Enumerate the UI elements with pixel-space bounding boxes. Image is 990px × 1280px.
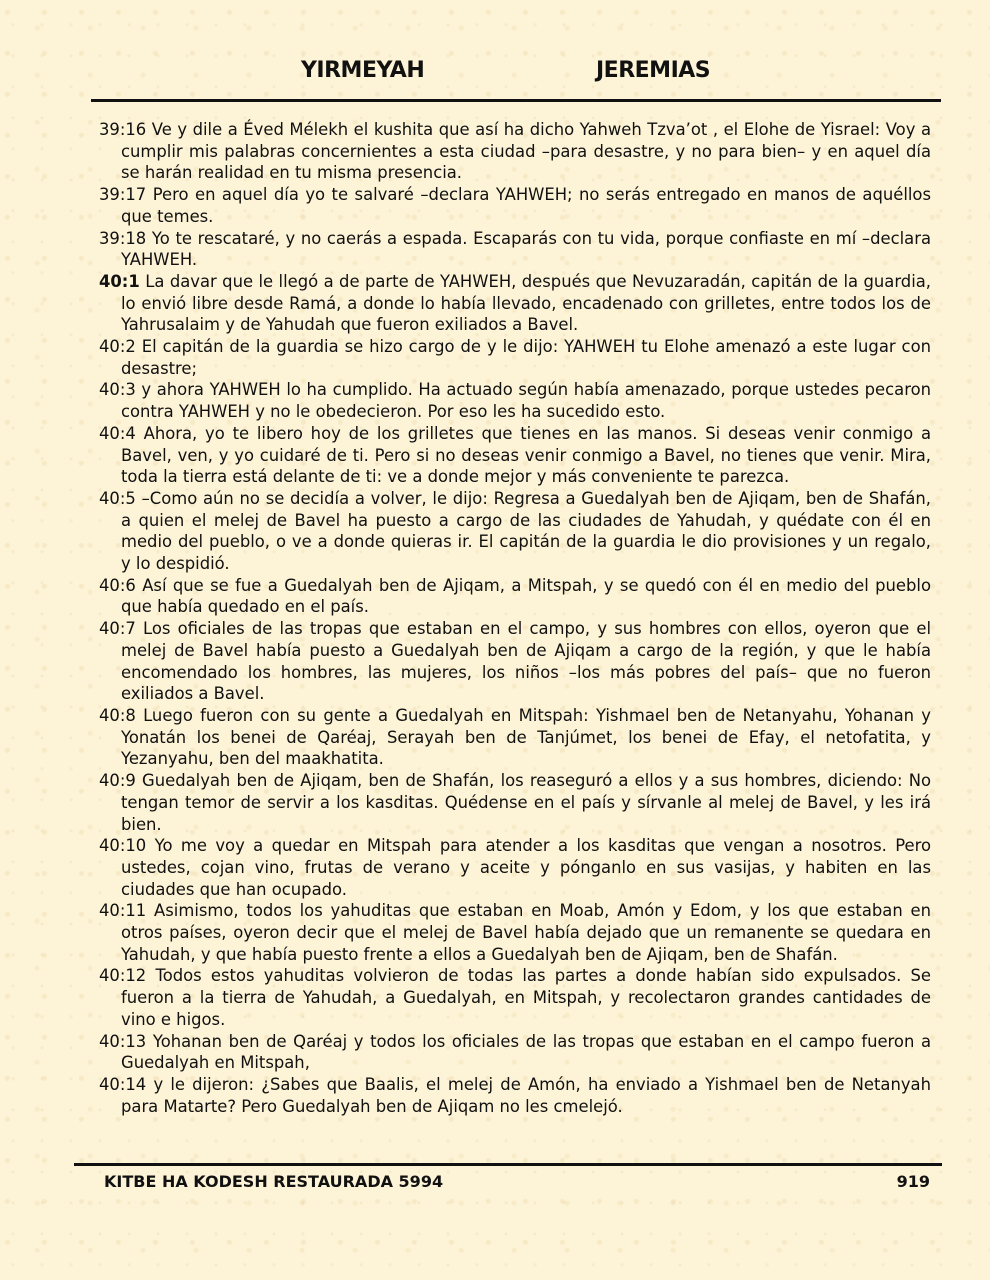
verse-number: 40:4 xyxy=(99,423,136,443)
verse-number: 40:2 xyxy=(99,337,136,357)
verse-text: Pero en aquel día yo te salvaré –declara YAHWEH; no serás entregado en manos de aquéllos que temes. xyxy=(121,185,931,226)
header-book-title-spanish: JEREMIAS xyxy=(596,58,711,83)
verse-text: Yohanan ben de Qaréaj y todos los oficiales de las tropas que estaban en el campo fueron a Guedalyah en Mitspah, xyxy=(121,1031,932,1073)
verse-number: 40:9 xyxy=(99,771,136,791)
verse-text: y ahora YAHWEH lo ha cumplido. Ha actuado según había amenazado, porque ustedes pecaron contra YAHWEH y no le obedecieron. Por eso les ha sucedido esto. xyxy=(121,380,931,422)
verse xyxy=(99,271,931,336)
verse xyxy=(99,618,931,705)
verse xyxy=(99,336,931,379)
footer-rule xyxy=(74,1163,942,1166)
verse xyxy=(99,770,931,835)
verse-number: 40:8 xyxy=(99,705,136,725)
verse xyxy=(99,184,931,227)
running-header xyxy=(0,58,990,92)
header-rule xyxy=(91,99,941,102)
verse-text: El capitán de la guardia se hizo cargo de y le dijo: YAHWEH tu Elohe amenazó a este lugar con desastre; xyxy=(121,337,931,378)
verse-number: 39:16 xyxy=(99,120,147,139)
verse xyxy=(99,965,931,1030)
verse-number: 39:17 xyxy=(99,185,147,205)
verse xyxy=(99,705,931,770)
verse xyxy=(99,1074,931,1117)
verse-text: Los oficiales de las tropas que estaban en el campo, y sus hombres con ellos, oyeron que el melej de Bavel había puesto a Guedalyah ben de Ajiqam a cargo de la región, y que le había encomendado los hombres, las mujeres, los niños –los más pobres del país– que no fueron exiliados a Bavel. xyxy=(121,619,932,704)
verse-text: Yo me voy a quedar en Mitspah para atender a los kasditas que vengan a nosotros. Pero ustedes, cojan vino, frutas de verano y aceite y pónganlo en sus vasijas, y habiten en las ciudades que han ocupado. xyxy=(121,836,931,899)
verse xyxy=(99,228,931,271)
verse-number: 40:14 xyxy=(99,1074,147,1094)
header-book-title-hebrew: YIRMEYAH xyxy=(301,58,425,83)
verse-text: Ahora, yo te libero hoy de los grilletes que tienes en las manos. Si deseas venir conmigo a Bavel, ven, y yo cuidaré de ti. Pero si no deseas venir conmigo a Bavel, no tienes que venir. Mira, toda la tierra está delante de ti: ve a donde mejor y más conveniente te parezca. xyxy=(121,423,931,487)
verse-text: Ve y dile a Éved Mélekh el kushita que así ha dicho Yahweh Tzva’ot , el Elohe de Yisrael: Voy a cumplir mis palabras concernientes a esta ciudad –para desastre, y no para bien– y en aquel día se harán realidad en tu misma presencia. xyxy=(121,120,931,183)
verse-number: 40:6 xyxy=(99,575,136,595)
verse-text: Yo te rescataré, y no caerás a espada. Escaparás con tu vida, porque confiaste en mí –declara YAHWEH. xyxy=(121,228,931,270)
verse xyxy=(99,379,931,422)
verse xyxy=(99,423,931,488)
verse xyxy=(99,835,931,900)
scripture-text xyxy=(99,119,931,1117)
verse-text: Luego fueron con su gente a Guedalyah en Mitspah: Yishmael ben de Netanyahu, Yohanan y Yonatán los benei de Qaréaj, Serayah ben de Tanjúmet, los benei de Efay, el netofatita, y Yezanyahu, ben del maakhatita. xyxy=(121,705,931,769)
verse-text: –Como aún no se decidía a volver, le dijo: Regresa a Guedalyah ben de Ajiqam, ben de Shafán, a quien el melej de Bavel ha puesto a cargo de las ciudades de Yahudah, y quédate con él en medio del pueblo, o ve a donde quieras ir. El capitán de la guardia le dio provisiones y un regalo, y lo despidió. xyxy=(121,488,931,574)
verse xyxy=(99,488,931,575)
verse-number: 40:13 xyxy=(99,1031,147,1051)
page-number: 919 xyxy=(896,1172,930,1191)
verse-text: Todos estos yahuditas volvieron de todas las partes a donde habían sido expulsados. Se fueron a la tierra de Yahudah, a Guedalyah, en Mitspah, y recolectaron grandes cantidades de vino e higos. xyxy=(121,966,931,1029)
verse-text: La davar que le llegó a de parte de YAHWEH, después que Nevuzaradán, capitán de la guardia, lo envió libre desde Ramá, a donde lo había llevado, encadenado con grilletes, entre todos los de Yahrusalaim y de Yahudah que fueron exiliados a Bavel. xyxy=(121,271,932,335)
footer-publication-title: KITBE HA KODESH RESTAURADA 5994 xyxy=(104,1172,444,1191)
verse-text: y le dijeron: ¿Sabes que Baalis, el melej de Amón, ha enviado a Yishmael ben de Netanyah para Matarte? Pero Guedalyah ben de Ajiqam no les cmelejó. xyxy=(121,1074,931,1116)
verse-number: 40:5 xyxy=(99,488,136,508)
verse-number: 39:18 xyxy=(99,228,147,248)
verse-number: 40:11 xyxy=(99,901,147,921)
verse xyxy=(99,119,931,184)
verse-text: Asimismo, todos los yahuditas que estaban en Moab, Amón y Edom, y los que estaban en otros países, oyeron decir que el melej de Bavel había dejado que un remanente se quedara en Yahudah, y que había puesto frente a ellos a Guedalyah ben de Ajiqam, ben de Shafán. xyxy=(121,901,931,964)
chapter-start-verse-number: 40:1 xyxy=(99,271,140,291)
verse-text: Así que se fue a Guedalyah ben de Ajiqam, a Mitspah, y se quedó con él en medio del pueblo que había quedado en el país. xyxy=(121,575,931,617)
verse-number: 40:7 xyxy=(99,619,136,639)
verse-number: 40:3 xyxy=(99,380,136,400)
verse-number: 40:10 xyxy=(99,836,147,856)
verse xyxy=(99,900,931,965)
verse xyxy=(99,575,931,618)
verse-text: Guedalyah ben de Ajiqam, ben de Shafán, los reaseguró a ellos y a sus hombres, diciendo: No tengan temor de servir a los kasditas. Quédense en el país y sírvanle al melej de Bavel, y les irá bien. xyxy=(121,771,932,834)
verse-number: 40:12 xyxy=(99,966,147,986)
verse xyxy=(99,1031,931,1074)
